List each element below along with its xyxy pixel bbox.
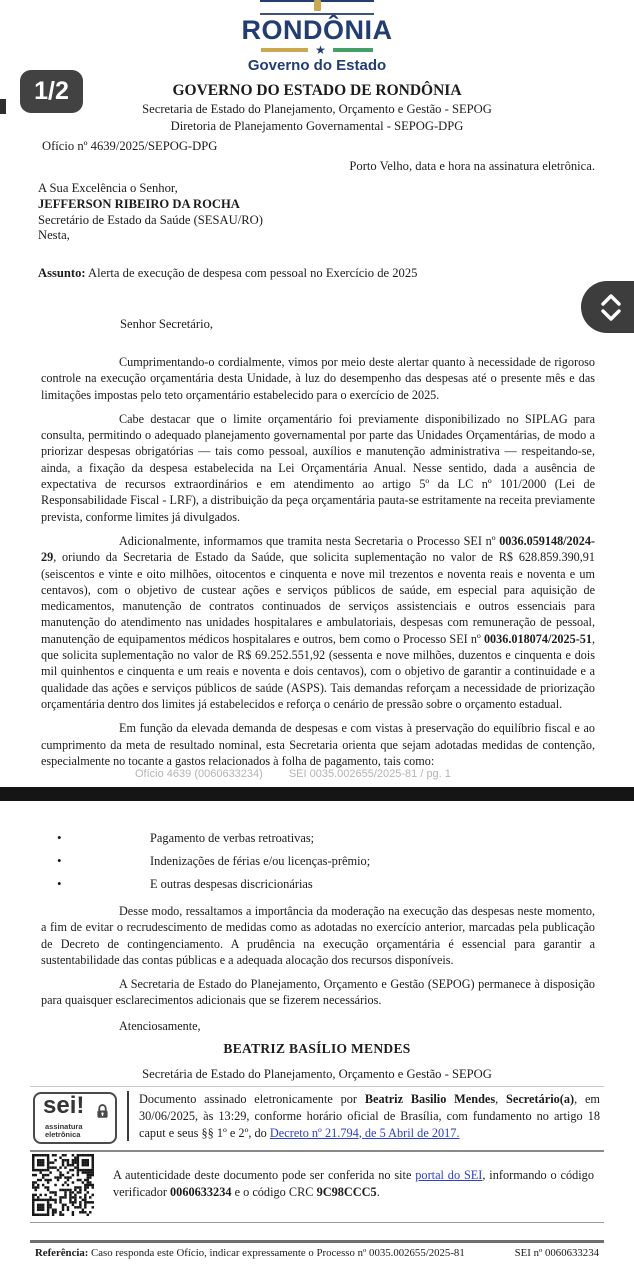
paragraph-3 [41,533,595,712]
process-number-1: 0036.059148/2024-29 [41,533,595,565]
oficio-number: Ofício nº 4639/2025/SEPOG-DPG [42,139,218,153]
paragraph-3-text: Adicionalmente, informamos que tramita nesta Secretaria o Processo SEI nº [119,533,500,548]
list-item [57,854,594,869]
subject-label: Assunto: [38,266,86,280]
auth-text: , informando o código verificador [113,1168,594,1199]
gold-bar [261,48,308,52]
contention-bullet-list [57,831,594,900]
chevron-up-icon [600,293,622,306]
paragraph-3-text: , oriundo da Secretaria de Estado da Saúde, que solicita suplementação no valor de R$ 628.859.390,91 (seiscentos e vinte e oito milhões, oitocentos e cinquenta e nove mil trezentos e noventa reais e noventa e um centavos), com o objetivo de custear ações e serviços públicos de saúde, em especial para aquisição de medicamentos, manutenção de contratos continuados de serviços assistenciais e outros essenciais para manutenção do atendimento nas unidades hospitalares e ambulatoriais, despesas com remuneração de pessoal, manutenção de equipamentos médicos hospitalares e outros, bem como o Processo SEI nº [41,550,595,646]
paragraph-3-text: , que solicita suplementação no valor de R$ 69.252.551,92 (sessenta e nove milhões, duzentos e cinquenta e dois mil quinhentos e cinquenta e um reais e noventa e dois centavos), com o objetivo de garantir a continuidade e a qualidade das ações e serviços públicos de saúde (ASPS). Tais demandas reforçam a necessidade de priorização orçamentária dentro dos limites já estabelecidos e reforça o cenário de pressão sobre o orçamento estadual. [41,631,595,711]
footer-sei-page: SEI 0035.002655/2025-81 / pg. 1 [288,768,451,780]
auth-text: . [376,1185,380,1199]
signature-role: Secretária de Estado do Planejamento, Orçamento e Gestão - SEPOG [142,1067,492,1081]
stamp-text: , em 30/06/2025, às 13:29, conforme horário oficial de Brasília, com fundamento no artigo 18 caput e seus §§ 1º e 2º, do [139,1092,601,1140]
signature-name: BEATRIZ BASÍLIO MENDES [223,1041,411,1056]
signer-title: Secretário(a) [506,1092,575,1106]
sei-caption [45,1123,83,1139]
stamp-text: Documento assinado eletronicamente por [139,1092,365,1106]
sei-logo: sei! [43,1092,85,1119]
reference-sei-number: SEI nº 0060633234 [514,1247,599,1259]
subject-text: Alerta de execução de despesa com pessoal no Exercício de 2025 [85,266,418,280]
addressee-salutation: A Sua Excelência o Senhor, [38,181,178,195]
scroll-up-button[interactable] [600,293,622,306]
scroll-control[interactable] [581,281,634,333]
sei-caption-line2: eletrônica [45,1130,81,1139]
addressee-role: Secretário de Estado da Saúde (SESAU/RO) [38,212,263,227]
greeting: Senhor Secretário, [120,317,214,331]
footer-doc-id: Ofício 4639 (0060633234) [135,768,263,780]
dateline: Porto Velho, data e hora na assinatura eletrônica. [349,159,595,173]
chevron-down-icon [600,309,622,322]
auth-text: e o código CRC [231,1185,317,1199]
green-bar [333,48,373,52]
letterhead [0,80,634,135]
list-item [57,831,594,846]
bullet-icon: • [57,876,62,891]
sei-caption-line1: assinatura [45,1122,83,1131]
logo-subtitle: Governo do Estado [247,57,387,74]
closing: Atenciosamente, [119,1018,201,1033]
logo-state-name: RONDÔNIA [241,15,393,45]
page-break-bar [0,787,634,801]
page1-footer [135,768,451,780]
signer-name: Beatriz Basilio Mendes [364,1092,496,1106]
rondonia-logo [0,0,634,74]
reference-body: Caso responda este Ofício, indicar expressamente o Processo nº 0035.002655/2025-81 [88,1247,465,1259]
letterhead-government: GOVERNO DO ESTADO DE RONDÔNIA [172,82,462,99]
scroll-down-button[interactable] [600,309,622,322]
paragraph-2: Cabe destacar que o limite orçamentário foi previamente disponibilizado no SIPLAG para consulta, permitindo o adequado planejamento governamental por parte das Unidades Orçamentárias, de modo a priorizar despesas obrigatórias — tais como pessoal, auxílios e manutenção administrativa — respeitando-se, ainda, a fixação da despesa estabelecida na Lei Orçamentária Anual. Nesse sentido, dada a ausência de expectativa de recursos extraordinários e em atendimento ao artigo 5º da LC nº 101/2000 (Lei de Responsabilidade Fiscal - LRF), a distribuição da peça orçamentária pauta-se estritamente na receita previamente prevista, conforme limites já divulgados. [41,411,595,524]
bullet-text: E outras despesas discricionárias [150,877,313,891]
letterhead-directorate: Diretoria de Planejamento Governamental - SEPOG-DPG [170,119,464,133]
bullet-icon: • [57,853,62,868]
list-item [57,877,594,892]
bullet-text: Pagamento de verbas retroativas; [150,831,315,845]
divider [30,1222,604,1223]
paragraph-1: Cumprimentando-o cordialmente, vimos por meio deste alertar quanto à necessidade de rigoroso controle na execução orçamentária desta Unidade, à luz do desempenho das despesas até o presente mês e das limitações impostas pelo teto orçamentário estabelecido para o exercício de 2025. [41,355,595,402]
authenticity-text [113,1167,594,1201]
divider [30,1086,604,1087]
addressee-name: JEFFERSON RIBEIRO DA ROCHA [38,196,240,211]
subject-line [38,266,417,281]
verifier-code: 0060633234 [170,1185,232,1199]
stamp-text: , [495,1092,507,1106]
sei-portal-link[interactable]: portal do SEI [415,1168,483,1182]
paragraph-5: Desse modo, ressaltamos a importância da moderação na execução das despesas neste momento, a fim de evitar o recrudescimento de medidas como as adotadas no exercício anterior, marcadas pela publicação de Decreto de contingenciamento. A prudência na execução orçamentária é essencial para garantir a sustentabilidade das contas públicas e a adequada alocação dos recursos disponíveis. [41,904,595,967]
page-indicator-badge: 1/2 [20,70,83,113]
signature-stamp-text [127,1091,600,1141]
star-icon: ★ [315,43,326,57]
paragraph-4: Em função da elevada demanda de despesas e com vistas à preservação do equilíbrio fiscal e ao cumprimento da meta de resultado nominal, esta Secretaria orienta que sejam adotadas medidas de contenção, especialmente no tocante a gastos relacionados à folha de pagamento, tais como: [41,721,595,768]
qr-code-wrap [32,1154,94,1216]
state-crest-icon [314,0,321,11]
bullet-text: Indenizações de férias e/ou licenças-prêmio; [150,854,371,868]
padlock-icon [94,1103,111,1120]
sei-signature-badge [33,1092,117,1144]
paragraph-6: A Secretaria de Estado do Planejamento, Orçamento e Gestão (SEPOG) permanece à disposição para quaisquer esclarecimentos adicionais que se fizerem necessários. [41,977,595,1008]
divider [30,1150,604,1152]
bullet-icon: • [57,830,62,845]
auth-text: A autenticidade deste documento pode ser conferida no site [113,1168,416,1182]
reference-bar [35,1247,599,1259]
addressee-block [38,181,263,244]
qr-code [32,1154,94,1216]
addressee-place: Nesta, [38,228,70,243]
process-number-2: 0036.018074/2025-51 [483,631,592,646]
letter-body-page1 [41,354,595,777]
decree-link[interactable]: Decreto nº 21.794, de 5 Abril de 2017. [269,1125,460,1140]
logo-divider [261,45,373,55]
reference-separator [30,1240,604,1243]
letter-body-page2 [41,903,595,1042]
letterhead-secretariat: Secretaria de Estado do Planejamento, Orçamento e Gestão - SEPOG [142,102,492,116]
reference-label: Referência: [35,1247,89,1259]
crc-code: 9C98CCC5 [316,1185,377,1199]
reference-text [35,1247,465,1259]
